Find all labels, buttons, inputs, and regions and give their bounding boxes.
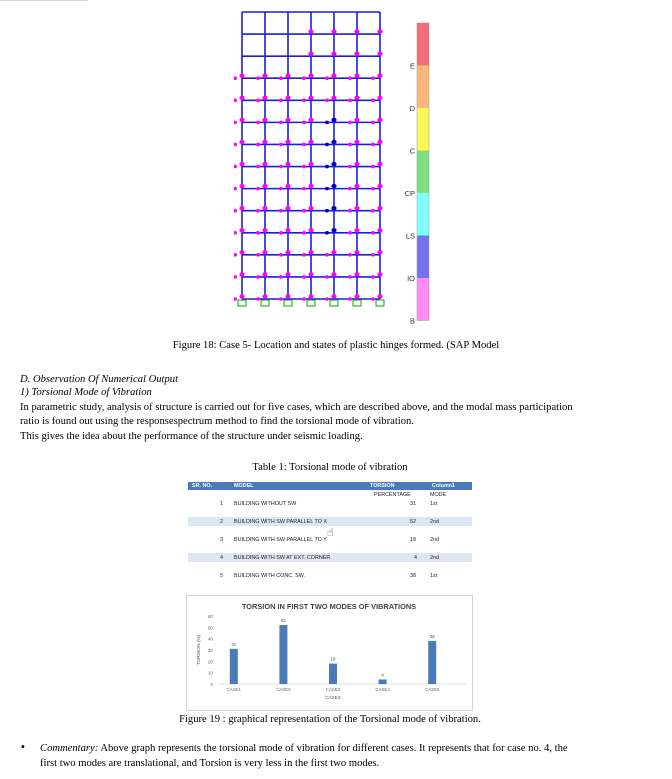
plastic-hinge (354, 272, 359, 276)
plastic-hinge (285, 206, 290, 210)
plastic-hinge (256, 231, 260, 235)
bar-value-label: 52 (280, 618, 286, 624)
plastic-hinge (354, 140, 359, 144)
figure18-caption: Figure 18: Case 5- Location and states of plastic hinges formed. (SAP Model (172, 340, 500, 351)
row-torsion: 4 (414, 555, 417, 561)
plastic-hinge (348, 253, 352, 257)
plastic-hinge (325, 143, 329, 147)
plastic-hinge (325, 99, 329, 103)
plastic-hinge (371, 253, 375, 257)
plastic-hinge (262, 74, 267, 78)
plastic-hinge (354, 29, 359, 33)
plastic-hinge (285, 74, 290, 78)
plastic-hinge (302, 297, 306, 301)
plastic-hinge (377, 206, 382, 210)
plastic-hinge (325, 209, 329, 213)
plastic-hinge (371, 297, 375, 301)
plastic-hinge (279, 187, 283, 191)
plastic-hinge (302, 209, 306, 213)
commentary-label: Commentary: (40, 743, 99, 754)
header-model: MODEL (234, 483, 254, 489)
plastic-hinge (285, 118, 290, 122)
plastic-hinge (348, 165, 352, 169)
plastic-hinge (285, 96, 290, 100)
y-tick-label: 10 (207, 670, 213, 676)
y-tick-label: 20 (207, 659, 213, 665)
plastic-hinge (239, 162, 244, 166)
table-row (188, 553, 472, 562)
plastic-hinge (302, 121, 306, 125)
row-model: BUILDING WITH CONC. SW. (234, 573, 305, 579)
row-torsion: 52 (410, 519, 416, 525)
plastic-hinge (377, 74, 382, 78)
legend-color-band (417, 278, 429, 321)
plastic-hinge (331, 206, 336, 210)
row-model: BUILDING WITH SW AT EXT. CORNER (234, 555, 331, 561)
plastic-hinge (262, 272, 267, 276)
paragraph-line-2: ratio is found out using the responsespectrum method to find the torsional mode of vibration. (20, 416, 414, 427)
table-header-row (188, 482, 472, 490)
plastic-hinge (377, 29, 382, 33)
plastic-hinge (262, 140, 267, 144)
bar-value-label: 31 (231, 641, 237, 647)
legend-color-band (417, 23, 429, 66)
legend-label: C (409, 146, 415, 156)
plastic-hinge (331, 96, 336, 100)
plastic-hinge (325, 187, 329, 191)
plastic-hinge (377, 51, 382, 55)
row-sr: 3 (220, 537, 223, 543)
hinge-state-legend (405, 23, 429, 326)
hand-cursor-icon: ☝ (327, 526, 334, 539)
y-axis-label: TORSION (%) (197, 634, 202, 666)
plastic-hinge (377, 140, 382, 144)
plastic-hinge (331, 51, 336, 55)
row-model: BUILDING WITH SW PARALLEL TO X (234, 519, 327, 525)
plastic-hinge (279, 253, 283, 257)
plastic-hinge (239, 272, 244, 276)
plastic-hinge (262, 118, 267, 122)
plastic-hinge (325, 231, 329, 235)
plastic-hinge (256, 297, 260, 301)
support-icon (376, 300, 384, 306)
chart-title: TORSION IN FIRST TWO MODES OF VIBRATIONS (241, 602, 417, 611)
plastic-hinge (285, 272, 290, 276)
bar-value-label: 4 (381, 672, 384, 678)
plastic-hinge (285, 140, 290, 144)
plastic-hinge (279, 165, 283, 169)
plastic-hinge (234, 99, 237, 103)
plastic-hinge (371, 231, 375, 235)
plastic-hinge (256, 121, 260, 125)
plastic-hinge (234, 187, 237, 191)
torsion-chart (186, 595, 473, 711)
plastic-hinge (325, 253, 329, 257)
section-heading-1: 1) Torsional Mode of Vibration (20, 387, 152, 398)
commentary-line-2: first two modes are translational, and Torsion is very less in the first two modes. (40, 758, 380, 769)
table-row (188, 571, 472, 580)
section-heading-d: D. Observation Of Numerical Output (20, 374, 179, 385)
x-tick-label: CASE3 (325, 687, 341, 692)
plastic-hinge (308, 294, 313, 298)
table1-title: Table 1: Torsional mode of vibration (252, 462, 408, 473)
row-sr: 4 (220, 555, 223, 561)
plastic-hinge (331, 162, 336, 166)
sap-frame-figure (234, 8, 434, 330)
plastic-hinge (377, 272, 382, 276)
header-torsion: TORSION (370, 483, 395, 489)
plastic-hinge (279, 231, 283, 235)
support-icon (330, 300, 338, 306)
plastic-hinge (348, 99, 352, 103)
plastic-hinge (354, 250, 359, 254)
plastic-hinge (285, 228, 290, 232)
plastic-hinge (279, 297, 283, 301)
row-sr: 2 (220, 519, 223, 525)
x-tick-label: CASE5 (424, 687, 440, 692)
plastic-hinge (331, 184, 336, 188)
y-tick-label: 0 (210, 682, 213, 687)
y-tick-label: 50 (207, 625, 213, 631)
plastic-hinge (279, 121, 283, 125)
plastic-hinge (262, 96, 267, 100)
plastic-hinge (279, 99, 283, 103)
plastic-hinge (256, 253, 260, 257)
bar-value-label: 38 (429, 633, 435, 639)
plastic-hinge (285, 250, 290, 254)
plastic-hinge (239, 250, 244, 254)
plastic-hinges (234, 29, 383, 300)
legend-label: CP (404, 189, 415, 198)
plastic-hinge (308, 29, 313, 33)
plastic-hinge (302, 76, 306, 80)
legend-label: LS (405, 231, 415, 241)
plastic-hinge (371, 121, 375, 125)
support-icon (284, 300, 292, 306)
bar-value-label: 18 (330, 656, 336, 662)
plastic-hinge (331, 118, 336, 122)
plastic-hinge (354, 228, 359, 232)
plastic-hinge (308, 96, 313, 100)
plastic-hinge (348, 231, 352, 235)
plastic-hinge (308, 184, 313, 188)
plastic-hinge (302, 253, 306, 257)
plastic-hinge (302, 187, 306, 191)
plastic-hinge (308, 250, 313, 254)
plastic-hinge (262, 228, 267, 232)
plastic-hinge (302, 275, 306, 279)
plastic-hinge (239, 74, 244, 78)
paragraph-line-3: This gives the idea about the performance of the structure under seismic loading. (20, 431, 363, 442)
top-rule (0, 0, 88, 1)
plastic-hinge (348, 275, 352, 279)
plastic-hinge (325, 297, 329, 301)
row-mode: 1st (430, 501, 438, 507)
plastic-hinge (331, 250, 336, 254)
plastic-hinge (262, 294, 267, 298)
supports (238, 300, 384, 306)
plastic-hinge (262, 250, 267, 254)
plastic-hinge (331, 140, 336, 144)
header-column1: Column1 (432, 483, 456, 489)
legend-color-band (417, 193, 429, 236)
bar (428, 641, 436, 684)
row-mode: 2nd (430, 537, 439, 543)
torsion-chart-svg (187, 596, 472, 710)
plastic-hinge (239, 118, 244, 122)
support-icon (238, 300, 246, 306)
plastic-hinge (256, 165, 260, 169)
plastic-hinge (302, 143, 306, 147)
plastic-hinge (308, 162, 313, 166)
support-icon (261, 300, 269, 306)
plastic-hinge (354, 162, 359, 166)
x-axis-label: CASES (325, 695, 341, 700)
row-mode: 2nd (430, 519, 439, 525)
plastic-hinge (371, 187, 375, 191)
plastic-hinge (234, 209, 237, 213)
plastic-hinge (234, 143, 237, 147)
row-torsion: 38 (410, 573, 416, 579)
plastic-hinge (234, 253, 237, 257)
legend-label: D (409, 104, 415, 113)
table-row (188, 517, 472, 526)
plastic-hinge (302, 231, 306, 235)
plastic-hinge (262, 206, 267, 210)
plastic-hinge (354, 96, 359, 100)
plastic-hinge (331, 74, 336, 78)
row-mode: 1st (430, 573, 438, 579)
plastic-hinge (377, 228, 382, 232)
plastic-hinge (325, 76, 329, 80)
plastic-hinge (239, 184, 244, 188)
support-icon (307, 300, 315, 306)
row-sr: 5 (220, 573, 223, 579)
plastic-hinge (256, 187, 260, 191)
legend-label: B (409, 316, 415, 326)
plastic-hinge (377, 162, 382, 166)
plastic-hinge (256, 275, 260, 279)
plastic-hinge (371, 275, 375, 279)
plastic-hinge (279, 209, 283, 213)
bar (230, 649, 238, 684)
plastic-hinge (279, 76, 283, 80)
paragraph-line-1: In parametric study, analysis of structure is carried out for five cases, which are described above, and the modal mass participation (20, 402, 573, 413)
plastic-hinge (354, 206, 359, 210)
plastic-hinge (377, 96, 382, 100)
y-tick-label: 40 (207, 636, 213, 642)
plastic-hinge (239, 228, 244, 232)
table-subheader-row (188, 490, 472, 499)
legend-label: E (409, 61, 415, 71)
plastic-hinge (234, 275, 237, 279)
plastic-hinge (348, 209, 352, 213)
plastic-hinge (308, 74, 313, 78)
plastic-hinge (354, 184, 359, 188)
legend-color-band (417, 66, 429, 109)
x-tick-label: CASE2 (276, 687, 291, 692)
plastic-hinge (302, 165, 306, 169)
row-model: BUILDING WITH SW PARALLEL TO Y (234, 537, 327, 543)
plastic-hinge (234, 121, 237, 125)
plastic-hinge (331, 294, 336, 298)
bullet-icon: • (20, 742, 26, 753)
plastic-hinge (262, 184, 267, 188)
plastic-hinge (285, 184, 290, 188)
header-sr-no: SR. NO. (192, 483, 213, 489)
figure19-caption: Figure 19 : graphical representation of the Torsional mode of vibration. (179, 714, 481, 725)
plastic-hinge (308, 118, 313, 122)
y-tick-label: 30 (207, 648, 213, 653)
header-mode: MODE (430, 492, 447, 498)
legend-color-band (417, 151, 429, 194)
plastic-hinge (348, 187, 352, 191)
x-tick-label: CASE4 (375, 687, 390, 692)
legend-label: IO (407, 274, 415, 283)
plastic-hinge (377, 250, 382, 254)
support-icon (353, 300, 361, 306)
plastic-hinge (256, 143, 260, 147)
legend-color-band (417, 236, 429, 279)
plastic-hinge (279, 143, 283, 147)
plastic-hinge (256, 99, 260, 103)
plastic-hinge (371, 76, 375, 80)
x-tick-label: CASE1 (226, 687, 242, 692)
plastic-hinge (234, 297, 237, 301)
plastic-hinge (354, 74, 359, 78)
bar (279, 625, 287, 684)
plastic-hinge (325, 275, 329, 279)
plastic-hinge (285, 162, 290, 166)
plastic-hinge (262, 162, 267, 166)
header-percentage: PERCENTAGE (374, 492, 411, 498)
plastic-hinge (354, 118, 359, 122)
plastic-hinge (371, 165, 375, 169)
plastic-hinge (325, 165, 329, 169)
plastic-hinge (256, 209, 260, 213)
plastic-hinge (308, 206, 313, 210)
plastic-hinge (331, 272, 336, 276)
plastic-hinge (302, 99, 306, 103)
plastic-hinge (371, 143, 375, 147)
plastic-hinge (308, 140, 313, 144)
plastic-hinge (325, 121, 329, 125)
plastic-hinge (377, 118, 382, 122)
plastic-hinge (371, 99, 375, 103)
row-sr: 1 (220, 501, 223, 507)
plastic-hinge (285, 294, 290, 298)
y-tick-label: 60 (207, 614, 213, 619)
plastic-hinge (371, 209, 375, 213)
plastic-hinge (348, 76, 352, 80)
plastic-hinge (279, 275, 283, 279)
plastic-hinge (234, 165, 237, 169)
plastic-hinge (308, 51, 313, 55)
plastic-hinge (348, 143, 352, 147)
commentary-text-1: Above graph represents the torsional mode of vibration for different cases. It represents that for case no. 4, the (98, 743, 568, 754)
commentary-line-1 (40, 742, 568, 755)
plastic-hinge (234, 76, 237, 80)
plastic-hinge (239, 140, 244, 144)
plastic-hinge (239, 96, 244, 100)
plastic-hinge (331, 228, 336, 232)
plastic-hinge (377, 294, 382, 298)
plastic-hinge (348, 121, 352, 125)
plastic-hinge (377, 184, 382, 188)
plastic-hinge (239, 294, 244, 298)
plastic-hinge (354, 294, 359, 298)
plastic-hinge (354, 51, 359, 55)
row-model: BUILDING WITHOUT SW (234, 501, 297, 507)
bar (379, 679, 387, 684)
plastic-hinge (308, 272, 313, 276)
row-torsion: 31 (410, 501, 416, 507)
row-mode: 2nd (430, 555, 439, 561)
plastic-hinge (348, 297, 352, 301)
plastic-hinge (234, 231, 237, 235)
plastic-hinge (308, 228, 313, 232)
row-torsion: 18 (410, 537, 416, 543)
plastic-hinge (256, 76, 260, 80)
plastic-hinge (239, 206, 244, 210)
plastic-hinge (331, 29, 336, 33)
legend-color-band (417, 108, 429, 151)
bar (329, 664, 337, 684)
table-row (188, 499, 472, 508)
